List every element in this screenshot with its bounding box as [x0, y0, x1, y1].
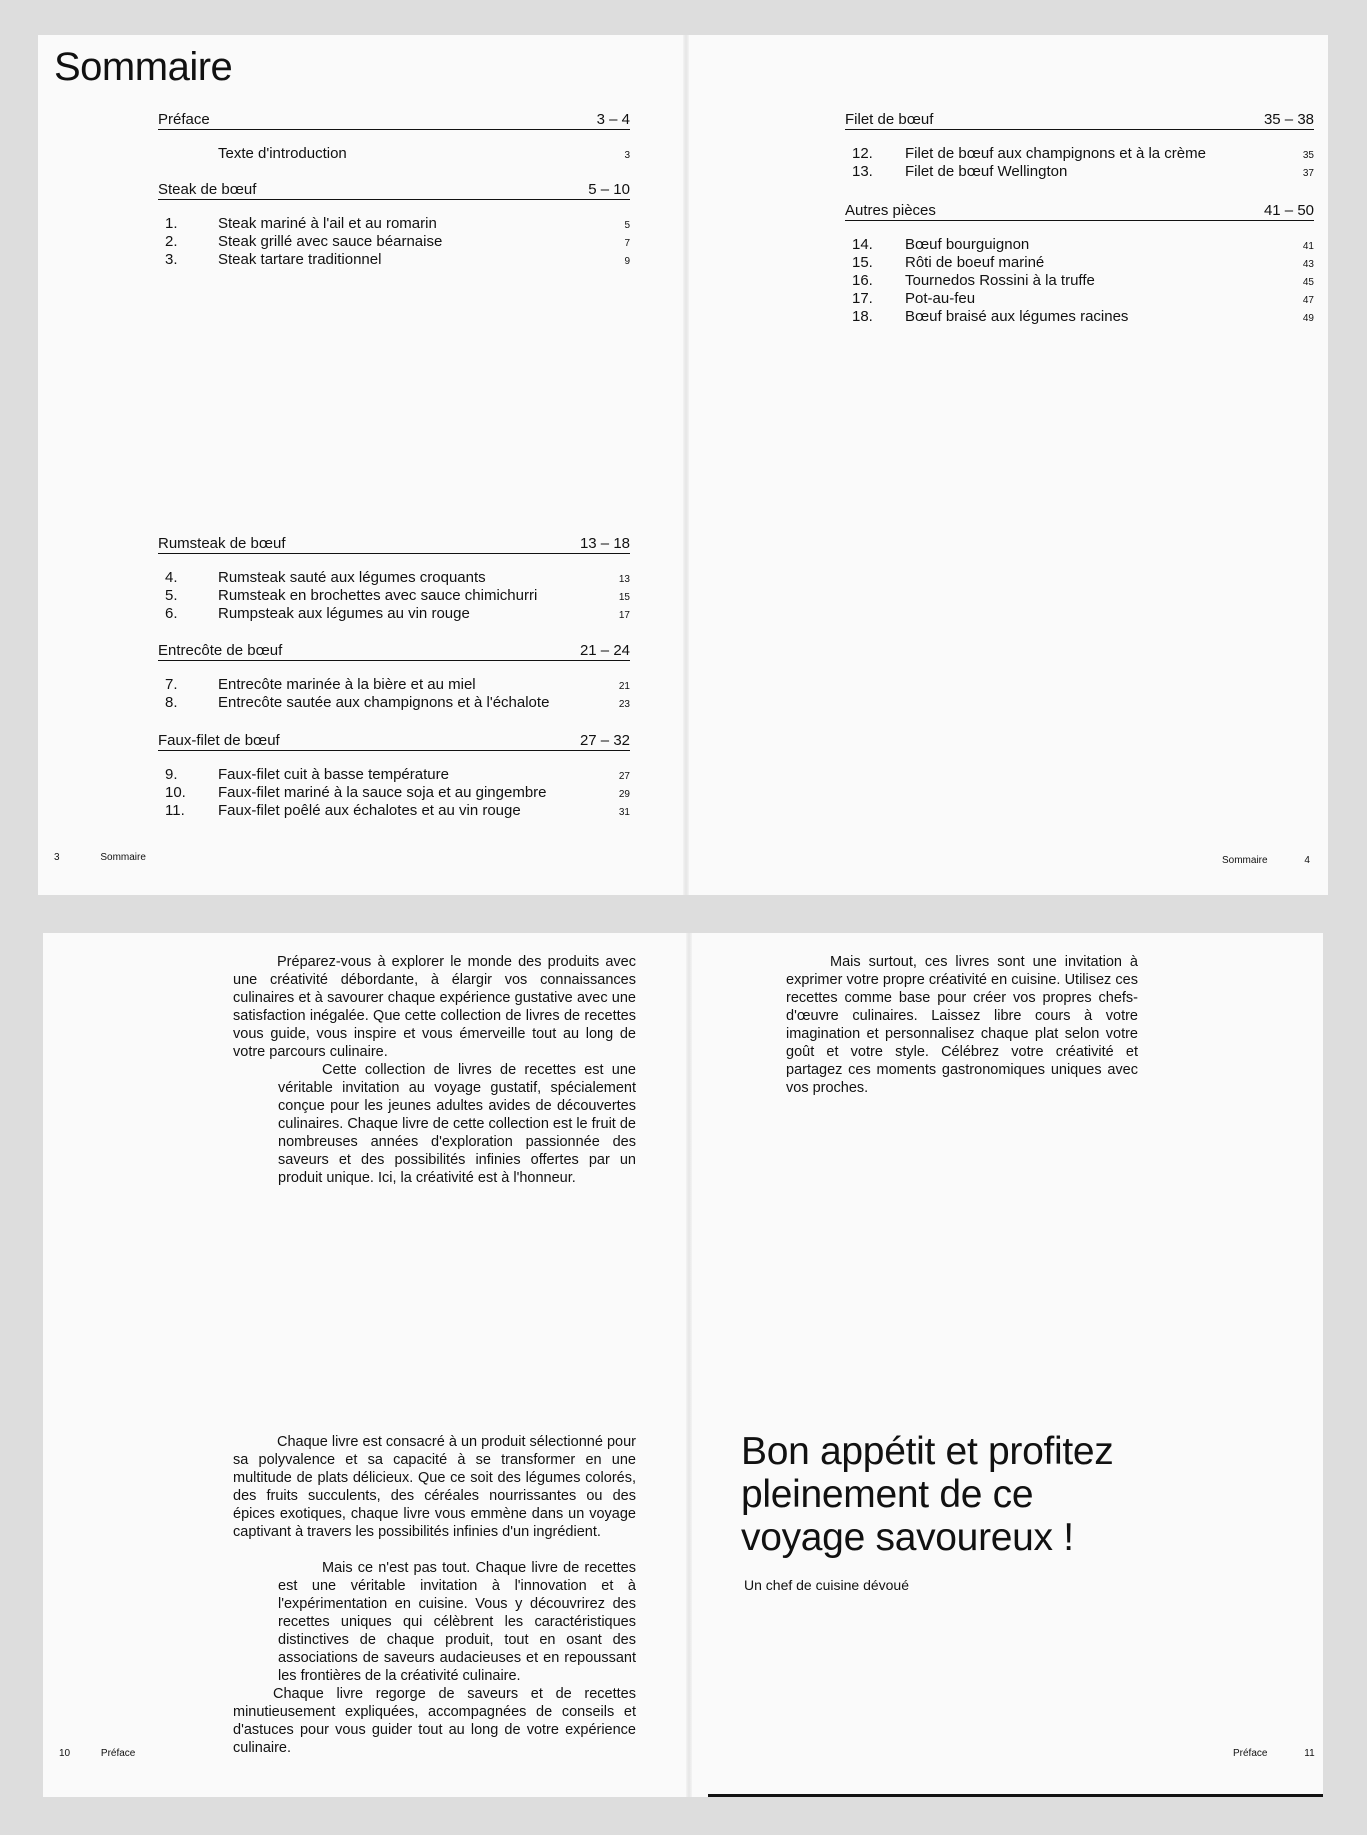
signature: Un chef de cuisine dévoué: [744, 1577, 909, 1593]
entry-number: 1.: [165, 215, 178, 232]
entry-number: 5.: [165, 587, 178, 604]
gutter: [686, 933, 692, 1797]
entry-title: Bœuf bourguignon: [905, 236, 1030, 253]
folio-right: [1233, 1748, 1315, 1759]
entry-title: Steak tartare traditionnel: [218, 251, 382, 268]
entry-page: 45: [1302, 277, 1314, 288]
entry-page: 43: [1302, 259, 1314, 270]
entry-title: Tournedos Rossini à la truffe: [905, 272, 1095, 289]
entry-number: 13.: [852, 163, 873, 180]
entry-page: 9: [624, 256, 630, 267]
entry-title: Faux-filet poêlé aux échalotes et au vin rouge: [218, 802, 521, 819]
preface-paragraph: Préparez-vous à explorer le monde des produits avec une créativité débordante, à élargir vos connaissances culinaires et à savourer chaque expérience gustative avec une satisfaction inégalée. Que cette collection de livres de recettes vous guide, vous inspire et vous émerveille tout au long de votre parcours culinaire.: [233, 954, 636, 1060]
section-range: 27 – 32: [579, 732, 630, 749]
entry-number: 14.: [852, 236, 873, 253]
toc-entry[interactable]: [845, 272, 1314, 290]
folio-left: [54, 852, 146, 863]
preface-paragraph: Chaque livre regorge de saveurs et de recettes minutieusement expliquées, accompagnées de conseils et d'astuces pour vous guider tout au long de votre expérience culinaire.: [233, 1686, 636, 1756]
folio-page-number: 11: [1304, 1748, 1315, 1759]
section-name: Faux-filet de bœuf: [158, 732, 280, 749]
section-header: [158, 535, 630, 554]
entry-page: 17: [618, 610, 630, 621]
entry-number: 17.: [852, 290, 873, 307]
folio-page-number: 3: [54, 852, 60, 863]
preface-spread: [43, 933, 1323, 1797]
entry-page: 21: [618, 681, 630, 692]
folio-page-number: 4: [1304, 855, 1310, 866]
toc-entry[interactable]: [845, 308, 1314, 326]
entry-title: Entrecôte marinée à la bière et au miel: [218, 676, 476, 693]
entry-number: 4.: [165, 569, 178, 586]
toc-entry[interactable]: [845, 290, 1314, 308]
toc-entry[interactable]: [158, 215, 630, 233]
entry-number: 8.: [165, 694, 178, 711]
toc-entry[interactable]: [845, 145, 1314, 163]
toc-entry[interactable]: [158, 145, 630, 163]
entry-number: 6.: [165, 605, 178, 622]
preface-paragraph: Cette collection de livres de recettes est une véritable invitation au voyage gustatif, spécialement conçue pour les jeunes adultes avides de découvertes culinaires. Chaque livre de cette collection est le fruit de nombreuses années d'exploration passionnée des saveurs et des possibilités infinies offertes par un produit unique. Ici, la créativité est à l'honneur.: [278, 1062, 636, 1186]
folio-label: Préface: [1233, 1748, 1268, 1759]
folio-left: [59, 1748, 135, 1759]
entry-number: 16.: [852, 272, 873, 289]
toc-entry[interactable]: [158, 784, 630, 802]
closing-line: voyage savoureux !: [741, 1516, 1074, 1559]
page-title: Sommaire: [54, 45, 233, 89]
entry-number: 18.: [852, 308, 873, 325]
toc-entry[interactable]: [158, 251, 630, 269]
entry-title: Pot-au-feu: [905, 290, 976, 307]
toc-entry[interactable]: [158, 587, 630, 605]
section-range: 35 – 38: [1263, 111, 1314, 128]
toc-spread: [38, 35, 1328, 895]
entry-page: 31: [618, 807, 630, 818]
section-range: 5 – 10: [588, 181, 630, 198]
gutter: [683, 35, 689, 895]
preface-paragraph: Mais ce n'est pas tout. Chaque livre de recettes est une véritable invitation à l'innovation et à l'expérimentation en cuisine. Vous y découvrirez des recettes uniques qui célèbrent les caractéristiques distinctives de chaque produit, tout en osant des associations de saveurs audacieuses et en repoussant les frontières de la créativité culinaire.: [278, 1560, 636, 1684]
toc-entry[interactable]: [158, 233, 630, 251]
toc-entry[interactable]: [158, 694, 630, 712]
toc-section: [158, 535, 630, 623]
entry-number: 9.: [165, 766, 178, 783]
entry-title: Entrecôte sautée aux champignons et à l'échalote: [218, 694, 550, 711]
toc-section: [158, 732, 630, 820]
toc-section: [158, 642, 630, 712]
folio-right: [1222, 855, 1310, 866]
entry-title: Rumsteak sauté aux légumes croquants: [218, 569, 486, 586]
entry-number: 10.: [165, 784, 186, 801]
section-range: 41 – 50: [1263, 202, 1314, 219]
section-name: Rumsteak de bœuf: [158, 535, 286, 552]
entry-title: Filet de bœuf Wellington: [905, 163, 1068, 180]
entry-title: Rumpsteak aux légumes au vin rouge: [218, 605, 470, 622]
entry-page: 7: [624, 238, 630, 249]
closing-heading: [741, 1430, 1114, 1559]
section-name: Préface: [158, 111, 210, 128]
entry-title: Faux-filet cuit à basse température: [218, 766, 449, 783]
toc-section: [845, 202, 1314, 326]
entry-page: 41: [1302, 241, 1314, 252]
section-name: Filet de bœuf: [845, 111, 934, 128]
folio-page-number: 10: [59, 1748, 71, 1759]
entry-title: Bœuf braisé aux légumes racines: [905, 308, 1129, 325]
entry-page: 15: [618, 592, 630, 603]
entry-number: 15.: [852, 254, 873, 271]
entry-title: Texte d'introduction: [218, 145, 347, 162]
folio-label: Préface: [100, 1748, 136, 1759]
entry-page: 23: [618, 699, 630, 710]
entry-page: 47: [1302, 295, 1314, 306]
closing-line: pleinement de ce: [741, 1473, 1034, 1516]
folio-label: Sommaire: [1222, 855, 1268, 866]
entry-title: Rumsteak en brochettes avec sauce chimichurri: [218, 587, 538, 604]
entry-page: 27: [618, 771, 630, 782]
section-name: Autres pièces: [845, 202, 936, 219]
section-header: [845, 202, 1314, 221]
section-name: Entrecôte de bœuf: [158, 642, 283, 659]
entry-page: 13: [618, 574, 630, 585]
entry-title: Rôti de boeuf mariné: [905, 254, 1045, 271]
entry-number: 2.: [165, 233, 178, 250]
section-header: [158, 642, 630, 661]
section-range: 21 – 24: [579, 642, 630, 659]
entry-number: 11.: [165, 802, 185, 819]
entry-page: 3: [624, 150, 630, 161]
section-header: [158, 732, 630, 751]
section-header: [845, 111, 1314, 130]
entry-page: 5: [624, 220, 630, 231]
toc-entry[interactable]: [158, 802, 630, 820]
toc-entry[interactable]: [158, 605, 630, 623]
toc-entry[interactable]: [845, 236, 1314, 254]
entry-page: 35: [1302, 150, 1314, 161]
section-header: [158, 181, 630, 200]
section-range: 3 – 4: [596, 111, 630, 128]
section-name: Steak de bœuf: [158, 181, 257, 198]
preface-paragraph: Mais surtout, ces livres sont une invitation à exprimer votre propre créativité en cuisine. Utilisez ces recettes comme base pour créer vos propres chefs-d'œuvre culinaires. Laissez libre cours à votre imagination et personnalisez chaque plat selon votre goût et votre style. Célébrez votre créativité et partagez ces moments gastronomiques uniques avec vos proches.: [786, 954, 1138, 1096]
toc-entry[interactable]: [158, 569, 630, 587]
preface-paragraph: Chaque livre est consacré à un produit sélectionné pour sa polyvalence et sa capacité à se transformer en une multitude de plats délicieux. Que ce soit des légumes colorés, des fruits succulents, des céréales nourrissantes ou des épices exotiques, chaque livre vous emmène dans un voyage captivant à travers les possibilités infinies d'un ingrédient.: [233, 1434, 636, 1540]
entry-title: Steak mariné à l'ail et au romarin: [218, 215, 437, 232]
section-range: 13 – 18: [579, 535, 630, 552]
toc-section: [158, 181, 630, 269]
section-header: [158, 111, 630, 130]
entry-title: Faux-filet mariné à la sauce soja et au gingembre: [218, 784, 547, 801]
page-edge-shadow: [708, 1794, 1323, 1797]
folio-label: Sommaire: [100, 852, 146, 863]
toc-entry[interactable]: [158, 766, 630, 784]
toc-section: [845, 111, 1314, 181]
entry-title: Steak grillé avec sauce béarnaise: [218, 233, 443, 250]
toc-section: [158, 111, 630, 163]
closing-line: Bon appétit et profitez: [741, 1430, 1114, 1473]
entry-title: Filet de bœuf aux champignons et à la crème: [905, 145, 1206, 162]
toc-entry[interactable]: [845, 254, 1314, 272]
entry-page: 49: [1302, 313, 1314, 324]
entry-number: 12.: [852, 145, 873, 162]
entry-number: 3.: [165, 251, 178, 268]
toc-entry[interactable]: [158, 676, 630, 694]
entry-number: 7.: [165, 676, 178, 693]
toc-entry[interactable]: [845, 163, 1314, 181]
entry-page: 37: [1302, 168, 1314, 179]
entry-page: 29: [618, 789, 630, 800]
